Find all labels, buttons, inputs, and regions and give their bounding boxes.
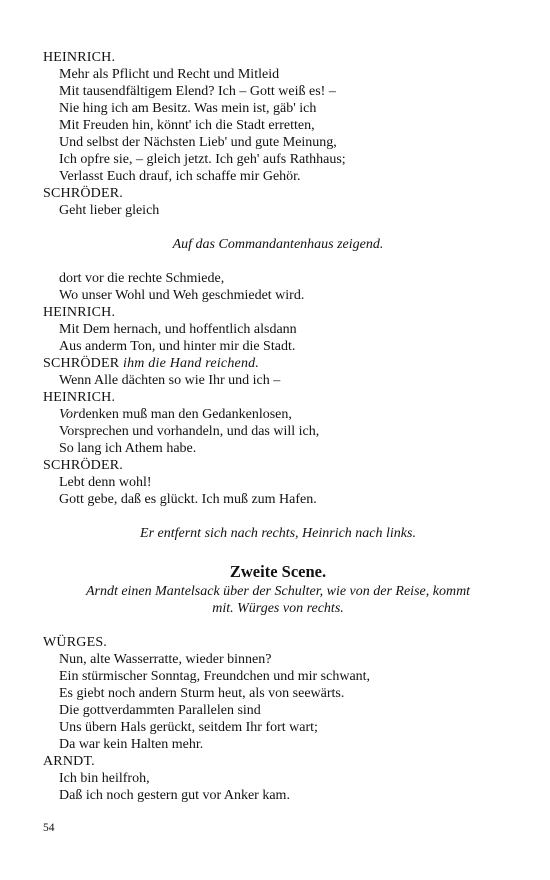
verse-line: Wo unser Wohl und Weh geschmiedet wird. [59,288,305,303]
verse-line: Ich opfre sie, – gleich jetzt. Ich geh' aufs Rathhaus; [59,152,346,167]
speaker-name: SCHRÖDER [43,356,123,371]
verse-line: Ein stürmischer Sonntag, Freundchen und mir schwant, [59,669,371,684]
verse-line: Uns übern Hals gerückt, seitdem Ihr fort wart; [59,720,318,735]
verse-line: Wenn Alle dächten so wie Ihr und ich – [59,373,281,388]
verse-line: dort vor die rechte Schmiede, [59,271,225,286]
stage-direction: Auf das Commandantenhaus zeigend. [172,237,384,252]
speaker-name: HEINRICH. [43,50,116,65]
verse-line: Nun, alte Wasserratte, wieder binnen? [59,652,272,667]
verse-line: Verlasst Euch drauf, ich schaffe mir Gehör. [59,169,301,184]
stage-direction: Er entfernt sich nach rechts, Heinrich nach links. [140,526,416,541]
page-body [43,49,513,804]
verse-line: Gott gebe, daß es glückt. Ich muß zum Hafen. [59,492,317,507]
speaker-name: ARNDT. [43,754,95,769]
spacer [43,219,513,236]
verse-line: Da war kein Halten mehr. [59,737,204,752]
verse-line: Nie hing ich am Besitz. Was mein ist, gäb' ich [59,101,317,116]
speaker-name: SCHRÖDER. [43,186,123,201]
verse-line: Und selbst der Nächsten Lieb' und gute Meinung, [59,135,337,150]
verse-line: Vorsprechen und vorhandeln, und das will ich, [59,424,320,439]
speaker-name: HEINRICH. [43,390,116,405]
spacer [43,542,513,561]
verse-line: Mehr als Pflicht und Recht und Mitleid [59,67,280,82]
scene-heading: Zweite Scene. [229,562,327,581]
verse-text: denken muß man den Gedankenlosen, [78,407,292,422]
stage-direction [43,583,513,617]
verse-line: Aus anderm Ton, und hinter mir die Stadt. [59,339,296,354]
verse-line: Mit tausendfältigem Elend? Ich – Gott weiß es! – [59,84,336,99]
speaker-name: HEINRICH. [43,305,116,320]
verse-line: Daß ich noch gestern gut vor Anker kam. [59,788,290,803]
speaker-name: WÜRGES. [43,635,108,650]
verse-line [59,406,513,423]
speaker-name: SCHRÖDER. [43,458,123,473]
page-number: 54 [43,822,55,834]
verse-line: Lebt denn wohl! [59,475,152,490]
stage-direction-inline: ihm die Hand reichend. [122,356,260,371]
verse-line: Die gottverdammten Parallelen sind [59,703,261,718]
verse-line: Es giebt noch andern Sturm heut, als von seewärts. [59,686,345,701]
spacer [43,508,513,525]
verse-line: Mit Freuden hin, könnt' ich die Stadt erretten, [59,118,315,133]
verse-line: So lang ich Athem habe. [59,441,197,456]
speaker-with-direction [43,355,513,372]
stage-direction-line: mit. Würges von rechts. [212,601,344,616]
spacer [43,617,513,634]
spacer [43,253,513,270]
verse-line: Mit Dem hernach, und hoffentlich alsdann [59,322,297,337]
verse-line: Ich bin heilfroh, [59,771,150,786]
stage-direction-line: Arndt einen Mantelsack über der Schulter, wie von der Reise, kommt [85,584,471,599]
emphasized-prefix: Vor [59,407,79,422]
verse-line: Geht lieber gleich [59,203,160,218]
